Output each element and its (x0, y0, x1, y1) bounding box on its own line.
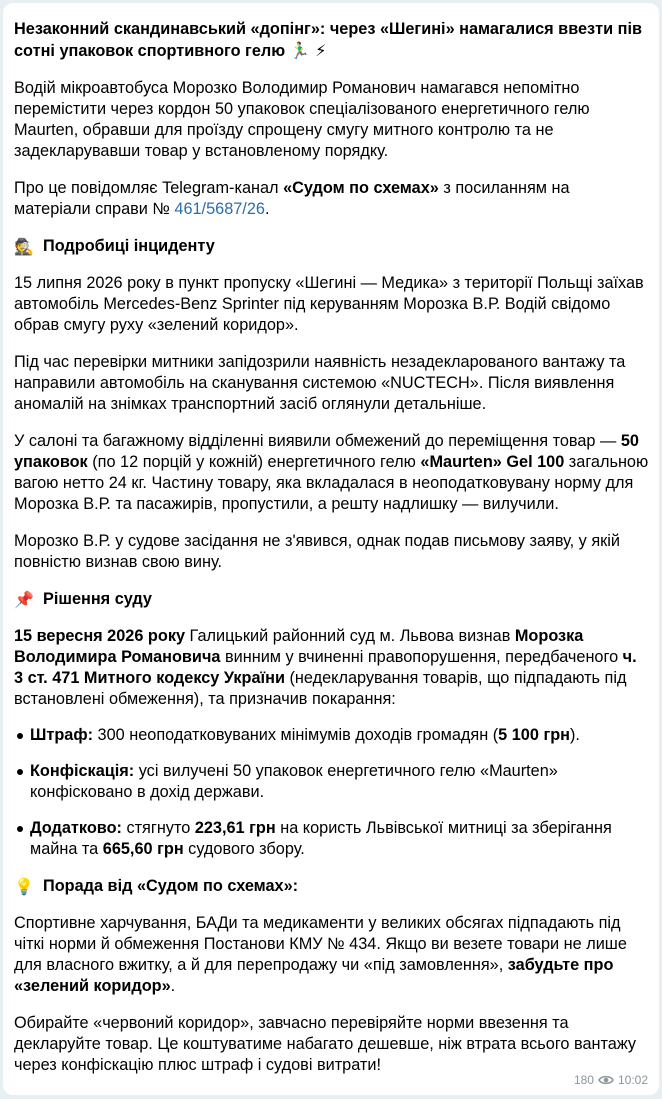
channel-name: «Судом по схемах» (283, 179, 439, 197)
intro-paragraph-2: Про це повідомляє Telegram-канал «Судом по схемах» з посиланням на матеріали справи № 461/5687/26. (14, 179, 570, 218)
section-incident-heading: 🕵️ Подробиці інциденту (14, 237, 215, 256)
section-decision-heading: 📌 Рішення суду (14, 590, 152, 609)
message-time: 10:02 (617, 1073, 648, 1087)
case-number-link[interactable]: 461/5687/26 (174, 200, 265, 218)
advice-paragraph-2: Обирайте «червоний коридор», завчасно перевіряйте норми ввезення та декларуйте товар. Це коштуватиме набагато дешевше, ніж втрата всього вантажу через конфіскацію плюс штраф і судові витрати! (14, 1014, 637, 1074)
advice-paragraph-1: Спортивне харчування, БАДи та медикаменти у великих обсягах підпадають під чіткі норми й обмеження Постанови КМУ № 434. Якщо ви везете товари не лише для власного вжитку, а й для перепродажу чи «під замовлення», забудьте про «зелений коридор». (14, 914, 627, 995)
decision-paragraph: 15 вересня 2026 року Галицький районний суд м. Львова визнав Морозка Володимира Романовича винним у вчиненні правопорушення, передбаченого ч. 3 ст. 471 Митного кодексу України (недекларування товарів, що підпадають під встановлені обмеження), та призначив покарання: (14, 627, 637, 708)
list-item-fine: Штраф: 300 неоподатковуваних мінімумів доходів громадян (5 100 грн). (14, 725, 650, 746)
incident-paragraph-2: Під час перевірки митники запідозрили наявність незадекларованого вантажу та направили автомобіль на сканування системою «NUCTECH». Після виявлення аномалій на знімках транспортний засіб оглянули детальніше. (14, 353, 626, 413)
list-item-confiscation: Конфіскація: усі вилучені 50 упаковок енергетичного гелю «Maurten» конфісковано в дохід держави. (14, 761, 650, 803)
runner-lightning-icon: 🏃‍♂️ ⚡ (289, 41, 327, 60)
message-text (14, 19, 650, 1076)
penalties-list (14, 725, 650, 860)
detective-icon: 🕵️ (14, 237, 34, 256)
intro-paragraph-1: Водій мікроавтобуса Морозко Володимир Романович намагався непомітно перемістити через кордон 50 упаковок спеціалізованого енергетичного гелю Maurten, обравши для проїзду спрощену смугу митного контролю та не задекларувавши товар у встановленому порядку. (14, 79, 590, 160)
views-count: 180 (573, 1073, 594, 1087)
incident-paragraph-3: У салоні та багажному відділенні виявили обмежений до переміщення товар — 50 упаковок (по 12 порцій у кожній) енергетичного гелю «Maurten» Gel 100 загальною вагою нетто 24 кг. Частину товару, яка вкладалася в неоподатковувану норму для Морозка В.Р. та пасажирів, пропустили, а решту надлишку — вилучили. (14, 432, 649, 513)
section-advice-heading: 💡 Порада від «Судом по схемах»: (14, 877, 299, 896)
message-meta (574, 1073, 648, 1087)
message-bubble (3, 3, 659, 1095)
lightbulb-icon: 💡 (14, 877, 34, 896)
incident-paragraph-1: 15 липня 2026 року в пункт пропуску «Шегині — Медика» з території Польщі заїхав автомобіль Mercedes-Benz Sprinter під керуванням Морозка В.Р. Водій свідомо обрав смугу руху «зелений коридор». (14, 274, 644, 334)
list-item-additional: Додатково: стягнуто 223,61 грн на користь Львівської митниці за зберігання майна та 665,60 грн судового збору. (14, 818, 650, 860)
eye-icon (598, 1074, 614, 1086)
pushpin-icon: 📌 (14, 590, 34, 609)
incident-paragraph-4: Морозко В.Р. у судове засідання не з'явився, однак подав письмову заяву, у якій повністю визнав свою вину. (14, 532, 620, 571)
post-title: Незаконний скандинавський «допінг»: через «Шегині» намагалися ввезти пів сотні упаковок спортивного гелю 🏃‍♂️ ⚡ (14, 20, 643, 60)
